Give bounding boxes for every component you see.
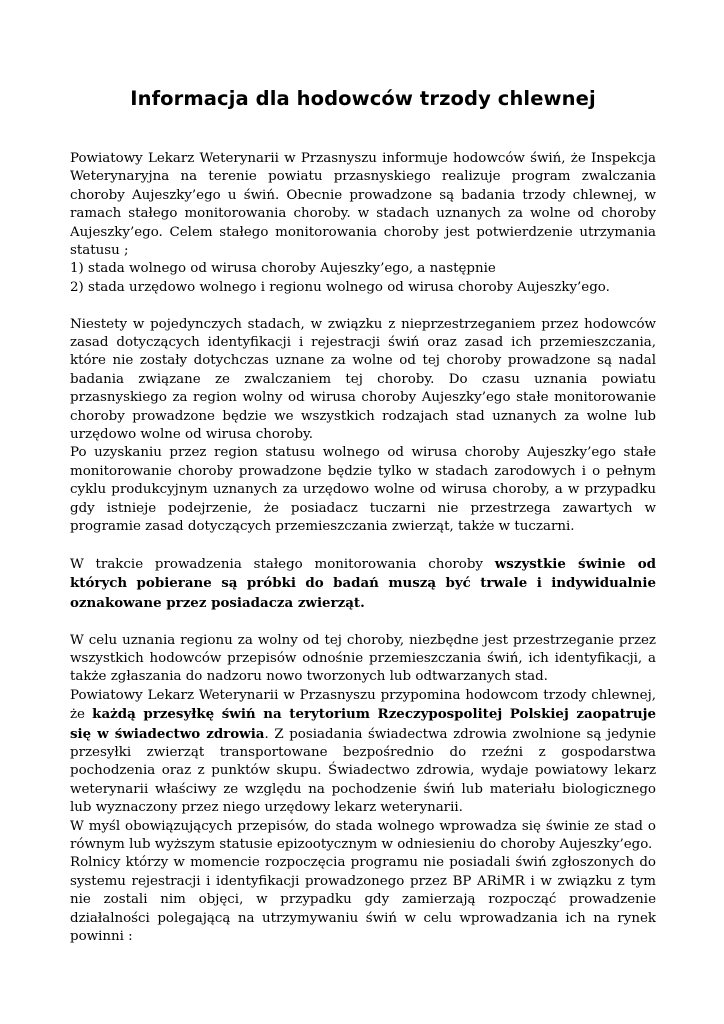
paragraph-gap [70,537,656,555]
list-item-officially-free-herd: 2) stada urzędowo wolnego i regionu wolnego od wirusa choroby Aujeszky’ego. [70,279,610,295]
paragraph-herd-introduction: W myśl obowiązujących przepisów, do stada wolnego wprowadza się świnie ze stad o równym lub wyższym statusie epizootycznym w odniesieniu do choroby Aujeszky’ego. [70,818,656,852]
paragraph-farmers-obligations: Rolnicy którzy w momencie rozpoczęcia programu nie posiadali świń zgłoszonych do systemu rejestracji i identyfikacji prowadzonego przez BP ARiMR i w związku z tym nie zostali nim objęci, w przypadku gdy zamierzają rozpocząć prowadzenie działalności polegającą na utrzymywaniu świń w celu wprowadzania ich na rynek powinni : [70,855,656,945]
certificate-text-end: . Z posiadania świadectwa zdrowia zwolnione są jedynie przesyłki zwierząt transportowane bezpośrednio do rzeźni z gospodarstwa pochodzenia oraz z punktów skupu. Świadectwo zdrowia, wydaje powiatowy lekarz weterynarii właściwy ze względu na pochodzenie świń lub materiału biologicznego lub wyznaczony przez niego urzędowy lekarz weterynarii. [70,726,656,816]
paragraph-gap [70,613,656,631]
paragraph-after-status: Po uzyskaniu przez region statusu wolnego od wirusa choroby Aujeszky’ego stałe monitorowanie choroby prowadzone będzie tylko w stadach zarodowych i o pełnym cyklu produkcyjnym uznanych za urzędowo wolne od wirusa choroby, a w przypadku gdy istnieje podejrzenie, że posiadacz tuczarni nie przestrzega zawartych w programie zasad dotyczących przemieszczania zwierząt, także w tuczarni. [70,445,656,535]
paragraph-gap [70,297,656,315]
marking-bold-text: wszystkie świnie od których pobierane są próbki do badań muszą być trwale i indywidualnie oznakowane przez posiadacza zwierząt. [70,555,656,611]
paragraph-ongoing-testing: Niestety w pojedynczych stadach, w związku z nieprzestrzeganiem przez hodowców zasad dotyczących identyfikacji i rejestracji świń oraz zasad ich przemieszczania, które nie zostały dotychczas uznane za wolne od tej choroby prowadzone są nadal badania związane ze zwalczaniem tej choroby. Do czasu uznania powiatu przasnyskiego za region wolny od wirusa choroby Aujeszky’ego stałe monitorowanie choroby prowadzone będzie we wszystkich rodzajach stad uznanych za wolne lub urzędowo wolne od wirusa choroby. [70,316,656,443]
paragraph-program-info: Powiatowy Lekarz Weterynarii w Przasnyszu informuje hodowców świń, że Inspekcja Weterynaryjna na terenie powiatu przasnyskiego realizuje program zwalczania choroby Aujeszky’ego u świń. Obecnie prowadzone są badania trzody chlewnej, w ramach stałego monitorowania choroby. w stadach uznanych za wolne od choroby Aujeszky’ego. Celem stałego monitorowania choroby jest potwierdzenie utrzymania statusu ; [70,151,656,259]
paragraph-marking-requirement [70,555,656,613]
marking-text: W trakcie prowadzenia stałego monitorowania choroby [70,556,495,572]
paragraph-region-recognition: W celu uznania regionu za wolny od tej choroby, niezbędne jest przestrzeganie przez wszystkich hodowców przepisów odnośnie przemieszczania świń, ich identyfikacji, a także zgłaszania do nadzoru nowo tworzonych lub odtwarzanych stad. [70,632,656,685]
certificate-bold-text: każdą przesyłkę świń na terytorium Rzeczypospolitej Polskiej zaopatruje się w świadectwo zdrowia [70,706,656,742]
paragraph-health-certificate [70,687,656,818]
document-title: Informacja dla hodowców trzody chlewnej [130,87,596,110]
document-page [70,82,656,946]
certificate-text-start: Powiatowy Lekarz Weterynarii w Przasnyszu przypomina hodowcom trzody chlewnej, że [70,687,656,723]
list-item-free-herd: 1) stada wolnego od wirusa choroby Aujeszky’ego, a następnie [70,261,496,277]
